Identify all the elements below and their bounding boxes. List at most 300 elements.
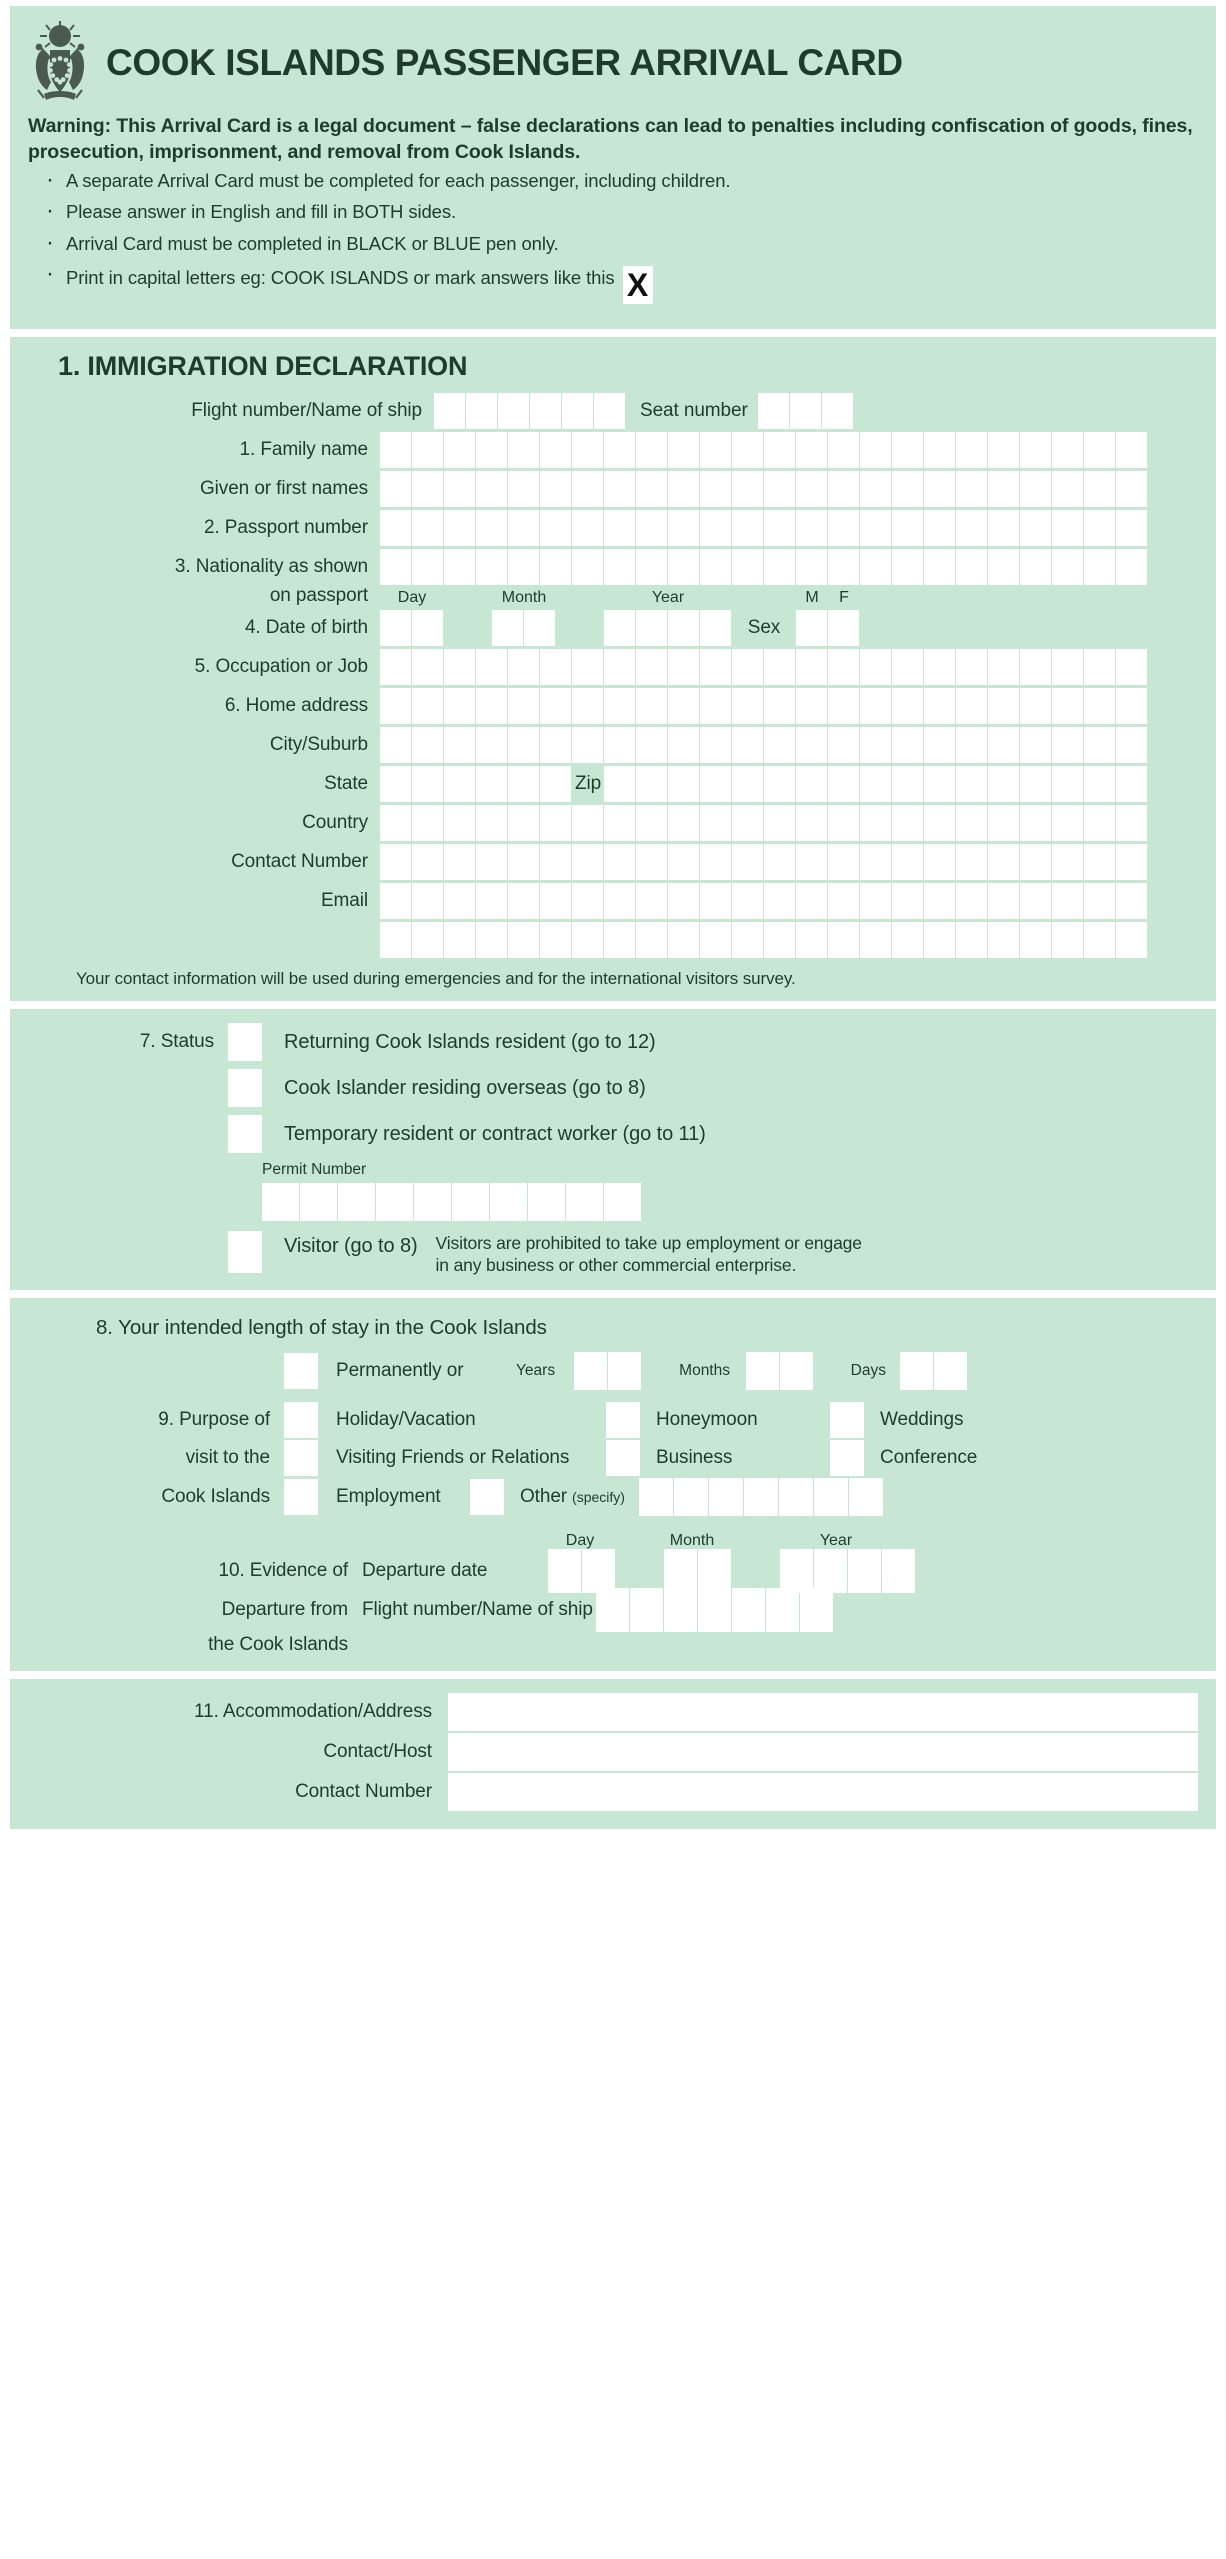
grid-cell[interactable]	[524, 610, 555, 646]
grid-cell[interactable]	[988, 922, 1019, 958]
grid-cell[interactable]	[796, 688, 827, 724]
grid-cell[interactable]	[444, 805, 475, 841]
grid-cell[interactable]	[668, 688, 699, 724]
grid-cell[interactable]	[508, 549, 539, 585]
grid-cell[interactable]	[412, 510, 443, 546]
grid-cell[interactable]	[956, 844, 987, 880]
grid-cell[interactable]	[1020, 688, 1051, 724]
grid-cell[interactable]	[572, 805, 603, 841]
grid-cell[interactable]	[604, 1183, 641, 1221]
grid-cell[interactable]	[540, 883, 571, 919]
grid-cell[interactable]	[956, 883, 987, 919]
status-checkbox-visitor[interactable]	[228, 1231, 262, 1273]
grid-cell[interactable]	[796, 805, 827, 841]
status-checkbox-cook-islander-overseas[interactable]	[228, 1069, 262, 1107]
grid-cell[interactable]	[892, 549, 923, 585]
grid-cell[interactable]	[530, 393, 561, 429]
grid-cell[interactable]	[1020, 432, 1051, 468]
grid-cell[interactable]	[1052, 688, 1083, 724]
grid-cell[interactable]	[608, 1352, 641, 1390]
grid-cell[interactable]	[596, 1588, 629, 1632]
grid-cell[interactable]	[1116, 883, 1147, 919]
grid-cell[interactable]	[1052, 805, 1083, 841]
grid-cell[interactable]	[412, 549, 443, 585]
grid-cell[interactable]	[700, 844, 731, 880]
grid-cell[interactable]	[764, 510, 795, 546]
grid-cell[interactable]	[1116, 471, 1147, 507]
grid-cell[interactable]	[540, 727, 571, 763]
grid-cell[interactable]	[668, 922, 699, 958]
grid-cell[interactable]	[444, 471, 475, 507]
grid-cell[interactable]	[892, 805, 923, 841]
grid-cell[interactable]	[574, 1352, 607, 1390]
dob-year-input[interactable]	[604, 610, 732, 646]
grid-cell[interactable]	[476, 805, 507, 841]
grid-cell[interactable]	[380, 922, 411, 958]
grid-cell[interactable]	[380, 471, 411, 507]
grid-cell[interactable]	[732, 805, 763, 841]
grid-cell[interactable]	[764, 432, 795, 468]
grid-cell[interactable]	[860, 883, 891, 919]
grid-cell[interactable]	[636, 432, 667, 468]
grid-cell[interactable]	[796, 471, 827, 507]
grid-cell[interactable]	[860, 471, 891, 507]
zip-input[interactable]	[604, 766, 1148, 802]
grid-cell[interactable]	[764, 649, 795, 685]
grid-cell[interactable]	[412, 844, 443, 880]
grid-cell[interactable]	[540, 649, 571, 685]
grid-cell[interactable]	[540, 688, 571, 724]
grid-cell[interactable]	[412, 727, 443, 763]
grid-cell[interactable]	[924, 805, 955, 841]
grid-cell[interactable]	[604, 549, 635, 585]
grid-cell[interactable]	[1020, 883, 1051, 919]
grid-cell[interactable]	[572, 844, 603, 880]
grid-cell[interactable]	[892, 471, 923, 507]
email-input[interactable]	[380, 883, 1148, 919]
accommodation-address-input[interactable]	[448, 1693, 1198, 1731]
grid-cell[interactable]	[1116, 805, 1147, 841]
grid-cell[interactable]	[764, 922, 795, 958]
grid-cell[interactable]	[732, 688, 763, 724]
grid-cell[interactable]	[758, 393, 789, 429]
grid-cell[interactable]	[262, 1183, 299, 1221]
grid-cell[interactable]	[636, 471, 667, 507]
grid-cell[interactable]	[1020, 844, 1051, 880]
grid-cell[interactable]	[476, 432, 507, 468]
grid-cell[interactable]	[1020, 922, 1051, 958]
grid-cell[interactable]	[380, 805, 411, 841]
grid-cell[interactable]	[892, 844, 923, 880]
grid-cell[interactable]	[764, 549, 795, 585]
grid-cell[interactable]	[988, 727, 1019, 763]
grid-cell[interactable]	[636, 844, 667, 880]
grid-cell[interactable]	[956, 688, 987, 724]
grid-cell[interactable]	[444, 922, 475, 958]
months-input[interactable]	[746, 1352, 814, 1390]
grid-cell[interactable]	[636, 688, 667, 724]
grid-cell[interactable]	[1084, 649, 1115, 685]
grid-cell[interactable]	[668, 844, 699, 880]
grid-cell[interactable]	[828, 805, 859, 841]
grid-cell[interactable]	[764, 688, 795, 724]
city-suburb-input[interactable]	[380, 727, 1148, 763]
dob-day-input[interactable]	[380, 610, 444, 646]
grid-cell[interactable]	[668, 610, 699, 646]
grid-cell[interactable]	[700, 471, 731, 507]
grid-cell[interactable]	[668, 805, 699, 841]
grid-cell[interactable]	[1052, 922, 1083, 958]
contact-number-input[interactable]	[380, 844, 1148, 880]
grid-cell[interactable]	[572, 471, 603, 507]
grid-cell[interactable]	[412, 805, 443, 841]
grid-cell[interactable]	[988, 883, 1019, 919]
grid-cell[interactable]	[412, 649, 443, 685]
purpose-checkbox-holiday[interactable]	[284, 1402, 318, 1438]
grid-cell[interactable]	[796, 649, 827, 685]
purpose-checkbox-visiting-friends[interactable]	[284, 1440, 318, 1476]
grid-cell[interactable]	[700, 649, 731, 685]
grid-cell[interactable]	[1052, 471, 1083, 507]
grid-cell[interactable]	[636, 649, 667, 685]
grid-cell[interactable]	[508, 649, 539, 685]
grid-cell[interactable]	[956, 727, 987, 763]
grid-cell[interactable]	[540, 510, 571, 546]
grid-cell[interactable]	[668, 471, 699, 507]
grid-cell[interactable]	[444, 688, 475, 724]
grid-cell[interactable]	[860, 766, 891, 802]
grid-cell[interactable]	[540, 844, 571, 880]
departure-year-input[interactable]	[780, 1549, 916, 1593]
grid-cell[interactable]	[732, 549, 763, 585]
grid-cell[interactable]	[572, 922, 603, 958]
grid-cell[interactable]	[700, 805, 731, 841]
grid-cell[interactable]	[764, 883, 795, 919]
grid-cell[interactable]	[630, 1588, 663, 1632]
grid-cell[interactable]	[594, 393, 625, 429]
grid-cell[interactable]	[668, 549, 699, 585]
grid-cell[interactable]	[796, 883, 827, 919]
grid-cell[interactable]	[924, 844, 955, 880]
grid-cell[interactable]	[412, 688, 443, 724]
grid-cell[interactable]	[412, 883, 443, 919]
grid-cell[interactable]	[1084, 549, 1115, 585]
grid-cell[interactable]	[732, 510, 763, 546]
grid-cell[interactable]	[572, 688, 603, 724]
grid-cell[interactable]	[1052, 649, 1083, 685]
grid-cell[interactable]	[668, 727, 699, 763]
grid-cell[interactable]	[956, 432, 987, 468]
grid-cell[interactable]	[849, 1478, 883, 1516]
grid-cell[interactable]	[492, 610, 523, 646]
grid-cell[interactable]	[860, 510, 891, 546]
purpose-checkbox-business[interactable]	[606, 1440, 640, 1476]
grid-cell[interactable]	[540, 432, 571, 468]
contact-host-input[interactable]	[448, 1733, 1198, 1771]
grid-cell[interactable]	[988, 688, 1019, 724]
grid-cell[interactable]	[636, 510, 667, 546]
grid-cell[interactable]	[796, 766, 827, 802]
grid-cell[interactable]	[476, 688, 507, 724]
grid-cell[interactable]	[636, 805, 667, 841]
grid-cell[interactable]	[732, 727, 763, 763]
grid-cell[interactable]	[562, 393, 593, 429]
grid-cell[interactable]	[892, 649, 923, 685]
grid-cell[interactable]	[1052, 549, 1083, 585]
grid-cell[interactable]	[860, 805, 891, 841]
grid-cell[interactable]	[860, 432, 891, 468]
grid-cell[interactable]	[796, 432, 827, 468]
grid-cell[interactable]	[414, 1183, 451, 1221]
departure-month-input[interactable]	[664, 1549, 732, 1593]
grid-cell[interactable]	[882, 1549, 915, 1593]
grid-cell[interactable]	[732, 922, 763, 958]
grid-cell[interactable]	[498, 393, 529, 429]
grid-cell[interactable]	[1052, 844, 1083, 880]
grid-cell[interactable]	[796, 510, 827, 546]
grid-cell[interactable]	[604, 610, 635, 646]
grid-cell[interactable]	[988, 844, 1019, 880]
grid-cell[interactable]	[1084, 922, 1115, 958]
grid-cell[interactable]	[604, 727, 635, 763]
grid-cell[interactable]	[604, 510, 635, 546]
grid-cell[interactable]	[828, 549, 859, 585]
grid-cell[interactable]	[732, 844, 763, 880]
grid-cell[interactable]	[956, 510, 987, 546]
grid-cell[interactable]	[668, 766, 699, 802]
grid-cell[interactable]	[988, 471, 1019, 507]
grid-cell[interactable]	[924, 922, 955, 958]
grid-cell[interactable]	[1116, 688, 1147, 724]
grid-cell[interactable]	[444, 766, 475, 802]
grid-cell[interactable]	[1052, 510, 1083, 546]
grid-cell[interactable]	[380, 610, 411, 646]
grid-cell[interactable]	[380, 766, 411, 802]
status-checkbox-returning-resident[interactable]	[228, 1023, 262, 1061]
grid-cell[interactable]	[828, 510, 859, 546]
grid-cell[interactable]	[1084, 805, 1115, 841]
grid-cell[interactable]	[444, 510, 475, 546]
grid-cell[interactable]	[924, 649, 955, 685]
grid-cell[interactable]	[732, 471, 763, 507]
grid-cell[interactable]	[796, 727, 827, 763]
grid-cell[interactable]	[444, 432, 475, 468]
grid-cell[interactable]	[380, 844, 411, 880]
occupation-input[interactable]	[380, 649, 1148, 685]
grid-cell[interactable]	[814, 1549, 847, 1593]
grid-cell[interactable]	[572, 432, 603, 468]
grid-cell[interactable]	[1084, 844, 1115, 880]
grid-cell[interactable]	[636, 610, 667, 646]
passport-number-input[interactable]	[380, 510, 1148, 546]
years-input[interactable]	[574, 1352, 642, 1390]
grid-cell[interactable]	[444, 649, 475, 685]
grid-cell[interactable]	[508, 844, 539, 880]
grid-cell[interactable]	[476, 766, 507, 802]
days-input[interactable]	[900, 1352, 968, 1390]
grid-cell[interactable]	[376, 1183, 413, 1221]
grid-cell[interactable]	[508, 510, 539, 546]
given-names-input[interactable]	[380, 471, 1148, 507]
grid-cell[interactable]	[668, 883, 699, 919]
grid-cell[interactable]	[956, 766, 987, 802]
grid-cell[interactable]	[780, 1352, 813, 1390]
grid-cell[interactable]	[508, 432, 539, 468]
grid-cell[interactable]	[434, 393, 465, 429]
grid-cell[interactable]	[956, 471, 987, 507]
grid-cell[interactable]	[800, 1588, 833, 1632]
grid-cell[interactable]	[604, 688, 635, 724]
grid-cell[interactable]	[508, 805, 539, 841]
grid-cell[interactable]	[582, 1549, 615, 1593]
grid-cell[interactable]	[572, 883, 603, 919]
grid-cell[interactable]	[636, 549, 667, 585]
sex-checkbox-group[interactable]	[796, 610, 860, 646]
grid-cell[interactable]	[668, 432, 699, 468]
grid-cell[interactable]	[828, 649, 859, 685]
grid-cell[interactable]	[860, 727, 891, 763]
grid-cell[interactable]	[572, 727, 603, 763]
grid-cell[interactable]	[1084, 471, 1115, 507]
grid-cell[interactable]	[1020, 649, 1051, 685]
grid-cell[interactable]	[380, 883, 411, 919]
status-checkbox-temporary-resident[interactable]	[228, 1115, 262, 1153]
accommodation-contact-number-input[interactable]	[448, 1773, 1198, 1811]
grid-cell[interactable]	[572, 649, 603, 685]
purpose-other-input[interactable]	[639, 1478, 884, 1516]
grid-cell[interactable]	[540, 922, 571, 958]
grid-cell[interactable]	[934, 1352, 967, 1390]
grid-cell[interactable]	[796, 549, 827, 585]
grid-cell[interactable]	[796, 922, 827, 958]
grid-cell[interactable]	[380, 688, 411, 724]
grid-cell[interactable]	[828, 688, 859, 724]
dob-month-input[interactable]	[492, 610, 556, 646]
grid-cell[interactable]	[988, 549, 1019, 585]
grid-cell[interactable]	[1116, 727, 1147, 763]
grid-cell[interactable]	[892, 883, 923, 919]
grid-cell[interactable]	[1052, 766, 1083, 802]
grid-cell[interactable]	[604, 471, 635, 507]
grid-cell[interactable]	[924, 471, 955, 507]
grid-cell[interactable]	[1020, 805, 1051, 841]
grid-cell[interactable]	[956, 649, 987, 685]
seat-number-input[interactable]	[758, 393, 854, 429]
grid-cell[interactable]	[860, 549, 891, 585]
home-address-input[interactable]	[380, 688, 1148, 724]
grid-cell[interactable]	[490, 1183, 527, 1221]
grid-cell[interactable]	[828, 922, 859, 958]
grid-cell[interactable]	[709, 1478, 743, 1516]
grid-cell[interactable]	[540, 471, 571, 507]
family-name-input[interactable]	[380, 432, 1148, 468]
grid-cell[interactable]	[636, 766, 667, 802]
grid-cell[interactable]	[604, 922, 635, 958]
grid-cell[interactable]	[540, 766, 571, 802]
state-input[interactable]	[380, 766, 572, 802]
purpose-checkbox-honeymoon[interactable]	[606, 1402, 640, 1438]
grid-cell[interactable]	[476, 471, 507, 507]
grid-cell[interactable]	[892, 510, 923, 546]
grid-cell[interactable]	[1116, 922, 1147, 958]
grid-cell[interactable]	[668, 649, 699, 685]
grid-cell[interactable]	[892, 727, 923, 763]
grid-cell[interactable]	[664, 1588, 697, 1632]
grid-cell[interactable]	[508, 727, 539, 763]
grid-cell[interactable]	[1084, 727, 1115, 763]
grid-cell[interactable]	[1084, 883, 1115, 919]
grid-cell[interactable]	[924, 510, 955, 546]
grid-cell[interactable]	[860, 844, 891, 880]
grid-cell[interactable]	[444, 883, 475, 919]
email-input-2[interactable]	[380, 922, 1148, 958]
grid-cell[interactable]	[732, 649, 763, 685]
grid-cell[interactable]	[566, 1183, 603, 1221]
purpose-checkbox-conference[interactable]	[830, 1440, 864, 1476]
grid-cell[interactable]	[1020, 727, 1051, 763]
grid-cell[interactable]	[604, 432, 635, 468]
grid-cell[interactable]	[508, 471, 539, 507]
grid-cell[interactable]	[1020, 549, 1051, 585]
grid-cell[interactable]	[700, 610, 731, 646]
purpose-checkbox-other[interactable]	[470, 1479, 504, 1515]
grid-cell[interactable]	[452, 1183, 489, 1221]
grid-cell[interactable]	[444, 549, 475, 585]
grid-cell[interactable]	[766, 1588, 799, 1632]
grid-cell[interactable]	[700, 432, 731, 468]
grid-cell[interactable]	[540, 805, 571, 841]
grid-cell[interactable]	[698, 1588, 731, 1632]
permanently-checkbox[interactable]	[284, 1353, 318, 1389]
grid-cell[interactable]	[412, 432, 443, 468]
grid-cell[interactable]	[924, 766, 955, 802]
grid-cell[interactable]	[508, 766, 539, 802]
grid-cell[interactable]	[380, 549, 411, 585]
grid-cell[interactable]	[636, 727, 667, 763]
grid-cell[interactable]	[892, 766, 923, 802]
grid-cell[interactable]	[639, 1478, 673, 1516]
grid-cell[interactable]	[796, 610, 827, 646]
grid-cell[interactable]	[732, 432, 763, 468]
grid-cell[interactable]	[1052, 883, 1083, 919]
grid-cell[interactable]	[700, 727, 731, 763]
grid-cell[interactable]	[924, 688, 955, 724]
grid-cell[interactable]	[1116, 649, 1147, 685]
grid-cell[interactable]	[380, 649, 411, 685]
grid-cell[interactable]	[1116, 510, 1147, 546]
grid-cell[interactable]	[732, 883, 763, 919]
grid-cell[interactable]	[892, 432, 923, 468]
grid-cell[interactable]	[764, 766, 795, 802]
grid-cell[interactable]	[668, 510, 699, 546]
grid-cell[interactable]	[780, 1549, 813, 1593]
grid-cell[interactable]	[956, 549, 987, 585]
grid-cell[interactable]	[1116, 432, 1147, 468]
grid-cell[interactable]	[828, 766, 859, 802]
grid-cell[interactable]	[1020, 510, 1051, 546]
grid-cell[interactable]	[732, 1588, 765, 1632]
grid-cell[interactable]	[1116, 766, 1147, 802]
grid-cell[interactable]	[828, 432, 859, 468]
flight-number-input[interactable]	[434, 393, 626, 429]
grid-cell[interactable]	[528, 1183, 565, 1221]
grid-cell[interactable]	[1084, 510, 1115, 546]
grid-cell[interactable]	[476, 510, 507, 546]
purpose-checkbox-employment[interactable]	[284, 1479, 318, 1515]
grid-cell[interactable]	[698, 1549, 731, 1593]
grid-cell[interactable]	[764, 844, 795, 880]
grid-cell[interactable]	[636, 922, 667, 958]
